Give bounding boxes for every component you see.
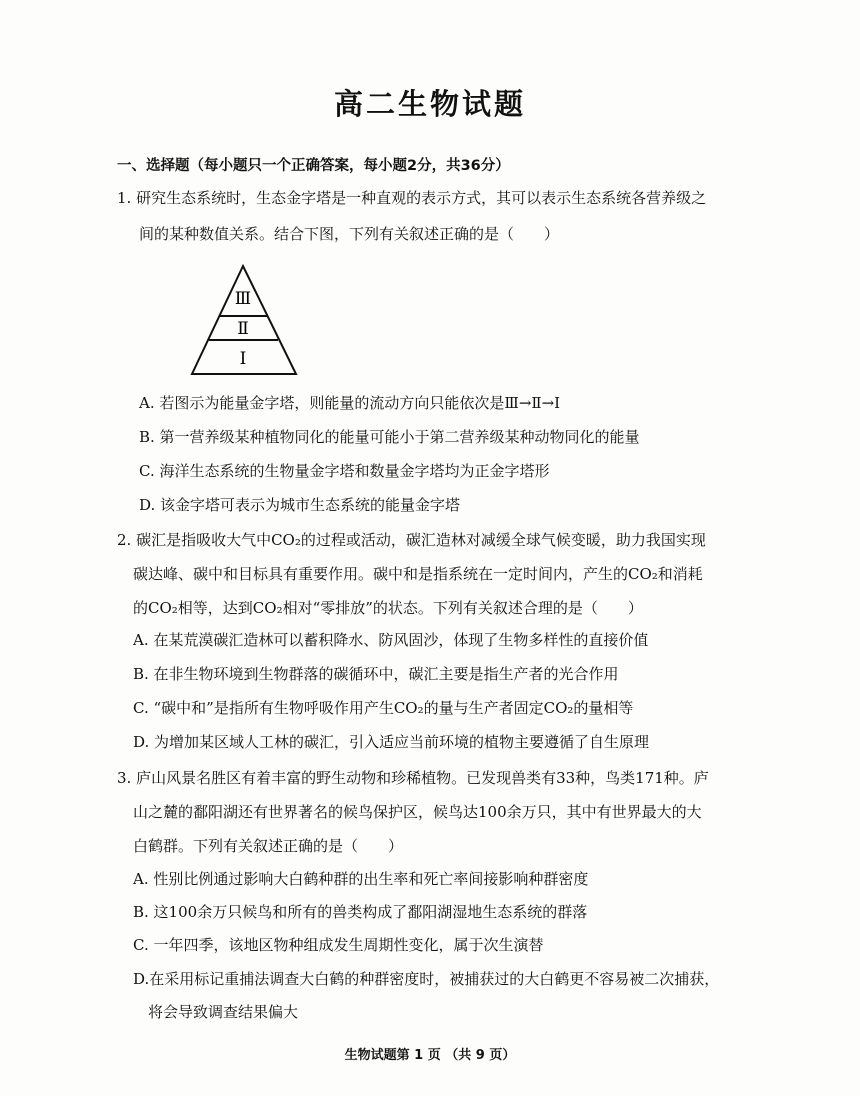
q1-option-c: C. 海洋生态系统的生物量金字塔和数量金字塔均为正金字塔形 xyxy=(139,462,550,480)
q3-stem-line2: 山之麓的鄱阳湖还有世界著名的候鸟保护区，候鸟达100余万只，其中有世界最大的大 xyxy=(133,803,702,821)
page-title: 高二生物试题 xyxy=(333,87,526,121)
pyramid-level-3: Ⅲ xyxy=(234,289,252,309)
q1-stem-line1: 1. 研究生态系统时，生态金字塔是一种直观的表示方式，其可以表示生态系统各营养级之 xyxy=(117,189,707,207)
q1-stem-line2: 间的某种数值关系。结合下图，下列有关叙述正确的是（ ） xyxy=(139,225,560,243)
q3-option-b: B. 这100余万只候鸟和所有的兽类构成了鄱阳湖湿地生态系统的群落 xyxy=(133,903,588,921)
q3-option-d-line2: 将会导致调查结果偏大 xyxy=(148,1003,299,1021)
q3-stem-line3: 白鹤群。下列有关叙述正确的是（ ） xyxy=(133,837,404,855)
q2-stem-line1: 2. 碳汇是指吸收大气中CO₂的过程或活动，碳汇造林对减缓全球气候变暖，助力我国实现 xyxy=(117,531,706,549)
ecological-pyramid xyxy=(190,262,300,378)
q3-option-a: A. 性别比例通过影响大白鹤种群的出生率和死亡率间接影响种群密度 xyxy=(133,870,589,888)
pyramid-level-1: Ⅰ xyxy=(239,349,247,369)
q1-option-b: B. 第一营养级某种植物同化的能量可能小于第二营养级某种动物同化的能量 xyxy=(139,428,640,446)
q3-stem-line1: 3. 庐山风景名胜区有着丰富的野生动物和珍稀植物。已发现兽类有33种，鸟类171种。庐 xyxy=(117,769,709,787)
q3-option-c: C. 一年四季，该地区物种组成发生周期性变化，属于次生演替 xyxy=(133,936,544,954)
q1-option-d: D. 该金字塔可表示为城市生态系统的能量金字塔 xyxy=(139,496,461,514)
page-footer: 生物试题第 1 页 （共 9 页） xyxy=(344,1048,516,1063)
q2-stem-line3: 的CO₂相等，达到CO₂相对“零排放”的状态。下列有关叙述合理的是（ ） xyxy=(133,599,643,617)
pyramid-level-2: Ⅱ xyxy=(237,319,249,339)
q3-option-d-line1: D.在采用标记重捕法调查大白鹤的种群密度时，被捕获过的大白鹤更不容易被二次捕获， xyxy=(133,970,720,988)
section-heading: 一、选择题（每小题只一个正确答案，每小题2分，共36分） xyxy=(117,158,510,174)
q2-option-c: C. “碳中和”是指所有生物呼吸作用产生CO₂的量与生产者固定CO₂的量相等 xyxy=(133,699,634,717)
q2-option-b: B. 在非生物环境到生物群落的碳循环中，碳汇主要是指生产者的光合作用 xyxy=(133,665,619,683)
q2-option-a: A. 在某荒漠碳汇造林可以蓄积降水、防风固沙，体现了生物多样性的直接价值 xyxy=(133,631,649,649)
q1-option-a: A. 若图示为能量金字塔，则能量的流动方向只能依次是Ⅲ→Ⅱ→Ⅰ xyxy=(139,394,561,412)
q2-option-d: D. 为增加某区域人工林的碳汇，引入适应当前环境的植物主要遵循了自生原理 xyxy=(133,733,650,751)
q2-stem-line2: 碳达峰、碳中和目标具有重要作用。碳中和是指系统在一定时间内，产生的CO₂和消耗 xyxy=(133,565,703,583)
